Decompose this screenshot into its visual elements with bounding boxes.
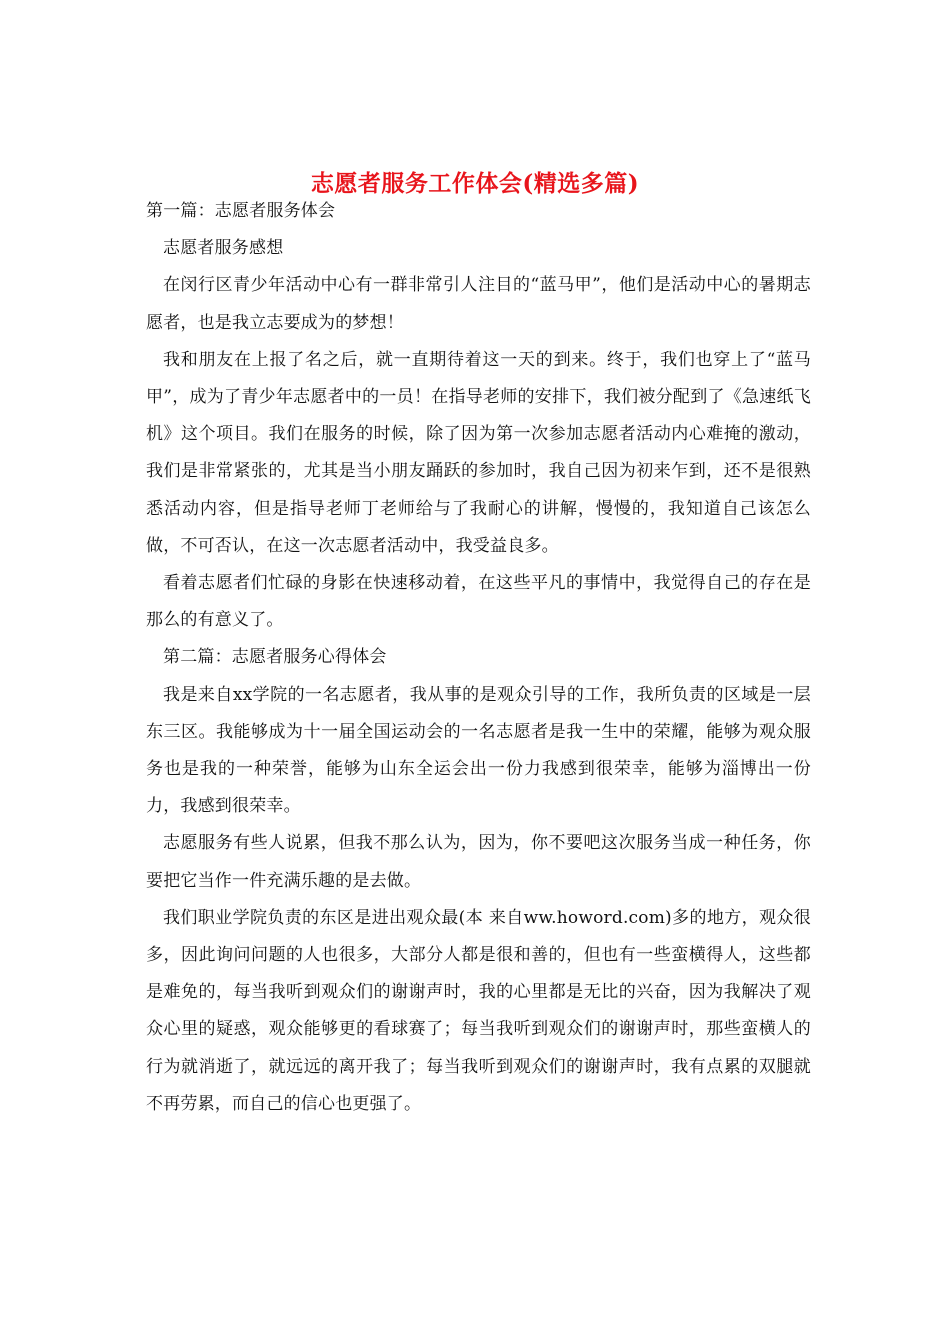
section-heading-2: 第二篇：志愿者服务心得体会 bbox=[163, 647, 387, 668]
paragraph: 我是来自xx学院的一名志愿者，我从事的是观众引导的工作，我所负责的区域是一层东三区。我能够成为十一届全国运动会的一名志愿者是我一生中的荣耀，能够为观众服务也是我的一种荣誉，能够为山东全运会出一份力我感到很荣幸，能够为淄博出一份力，我感到很荣幸。 bbox=[146, 684, 811, 817]
document-title: 志愿者服务工作体会(精选多篇) bbox=[310, 170, 640, 198]
paragraph: 看着志愿者们忙碌的身影在快速移动着，在这些平凡的事情中，我觉得自己的存在是那么的有意义了。 bbox=[146, 573, 811, 631]
subheading-volunteer-thoughts: 志愿者服务感想 bbox=[163, 238, 284, 259]
document-body bbox=[146, 193, 811, 1123]
paragraph: 我和朋友在上报了名之后，就一直期待着这一天的到来。终于，我们也穿上了“蓝马甲”，成为了青少年志愿者中的一员！在指导老师的安排下，我们被分配到了《急速纸飞机》这个项目。我们在服务的时候，除了因为第一次参加志愿者活动内心难掩的激动，我们是非常紧张的，尤其是当小朋友踊跃的参加时，我自己因为初来乍到，还不是很熟悉活动内容，但是指导老师丁老师给与了我耐心的讲解，慢慢的，我知道自己该怎么做，不可否认，在这一次志愿者活动中，我受益良多。 bbox=[146, 349, 811, 556]
paragraph: 我们职业学院负责的东区是进出观众最(本 来自ww.howord.com)多的地方，观众很多，因此询问问题的人也很多，大部分人都是很和善的，但也有一些蛮横得人，这些都是难免的，每当我听到观众们的谢谢声时，我的心里都是无比的兴奋，因为我解决了观众心里的疑惑，观众能够更的看球赛了；每当我听到观众们的谢谢声时，那些蛮横人的行为就消逝了，就远远的离开我了；每当我听到观众们的谢谢声时，我有点累的双腿就不再劳累，而自己的信心也更强了。 bbox=[146, 907, 811, 1114]
section-heading-1: 第一篇：志愿者服务体会 bbox=[146, 201, 336, 221]
paragraph: 志愿服务有些人说累，但我不那么认为，因为，你不要吧这次服务当成一种任务，你要把它当作一件充满乐趣的是去做。 bbox=[146, 833, 811, 891]
paragraph: 在闵行区青少年活动中心有一群非常引人注目的“蓝马甲”，他们是活动中心的暑期志愿者，也是我立志要成为的梦想！ bbox=[146, 275, 811, 333]
